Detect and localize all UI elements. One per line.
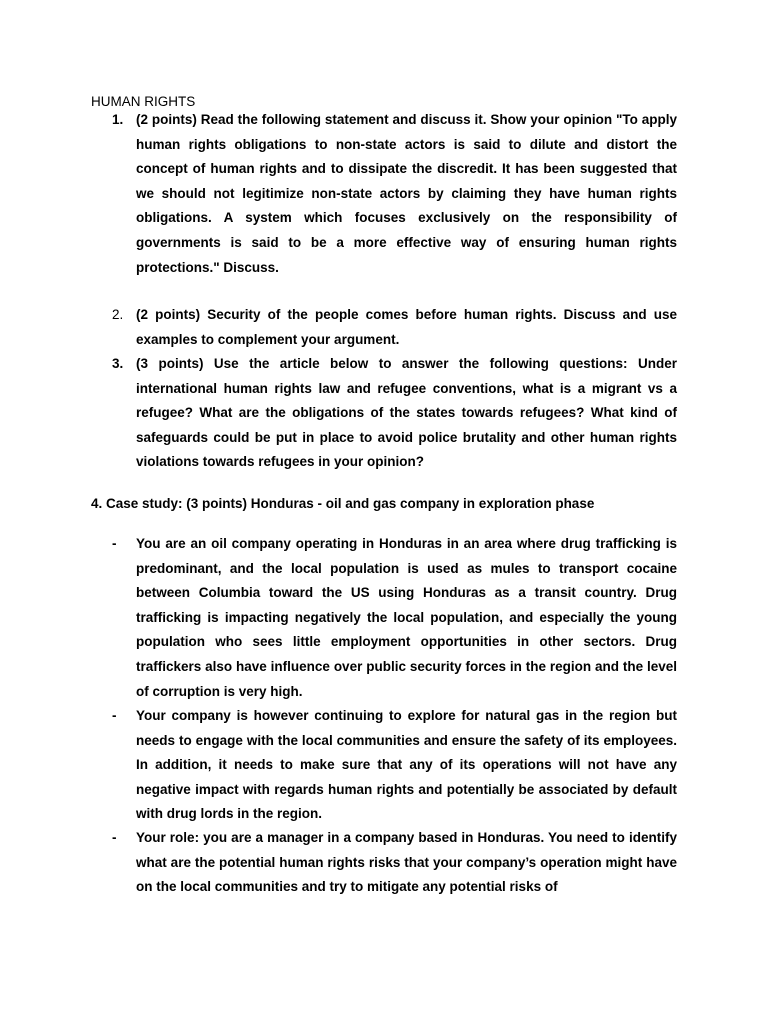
case-study-heading: 4. Case study: (3 points) Honduras - oil and gas company in exploration phase (91, 496, 595, 511)
question-2 (112, 303, 677, 352)
case-study-bullet-1 (112, 532, 677, 704)
question-1-text: (2 points) Read the following statement and discuss it. Show your opinion "To apply human rights obligations to non-state actors is said to dilute and distort the concept of human rights and to dissipate the discredit. It has been suggested that we should not legitimize non-state actors by claiming they have human rights obligations. A system which focuses exclusively on the responsibility of governments is said to be a more effective way of ensuring human rights protections." Discuss. (136, 112, 677, 275)
question-1 (112, 108, 677, 280)
question-2-number: 2. (112, 307, 124, 322)
bullet-3-text: Your role: you are a manager in a company based in Honduras. You need to identify what are the potential human rights risks that your company’s operation might have on the local communities and try to mitigate any potential risks of (136, 830, 677, 895)
document-title: HUMAN RIGHTS (91, 94, 196, 109)
question-3-number: 3. (112, 356, 124, 371)
bullet-2-marker: - (112, 708, 117, 723)
question-3 (112, 352, 677, 475)
question-1-number: 1. (112, 112, 124, 127)
question-3-text: (3 points) Use the article below to answer the following questions: Under international human rights law and refugee conventions, what is a migrant vs a refugee? What are the obligations of the states towards refugees? What kind of safeguards could be put in place to avoid police brutality and other human rights violations towards refugees in your opinion? (136, 356, 677, 470)
bullet-2-text: Your company is however continuing to explore for natural gas in the region but needs to engage with the local communities and ensure the safety of its employees. In addition, it needs to make sure that any of its operations will not have any negative impact with regards human rights and potentially be associated by default with drug lords in the region. (136, 708, 677, 822)
case-study-bullet-3 (112, 826, 677, 900)
bullet-1-marker: - (112, 536, 117, 551)
case-study-bullet-2 (112, 704, 677, 827)
question-2-text: (2 points) Security of the people comes before human rights. Discuss and use examples to complement your argument. (136, 307, 677, 347)
bullet-1-text: You are an oil company operating in Honduras in an area where drug trafficking is predominant, and the local population is used as mules to transport cocaine between Columbia toward the US using Honduras as a transit country. Drug trafficking is impacting negatively the local population, and especially the young population who sees little employment opportunities in other sectors. Drug traffickers also have influence over public security forces in the region and the level of corruption is very high. (136, 536, 677, 699)
bullet-3-marker: - (112, 830, 117, 845)
